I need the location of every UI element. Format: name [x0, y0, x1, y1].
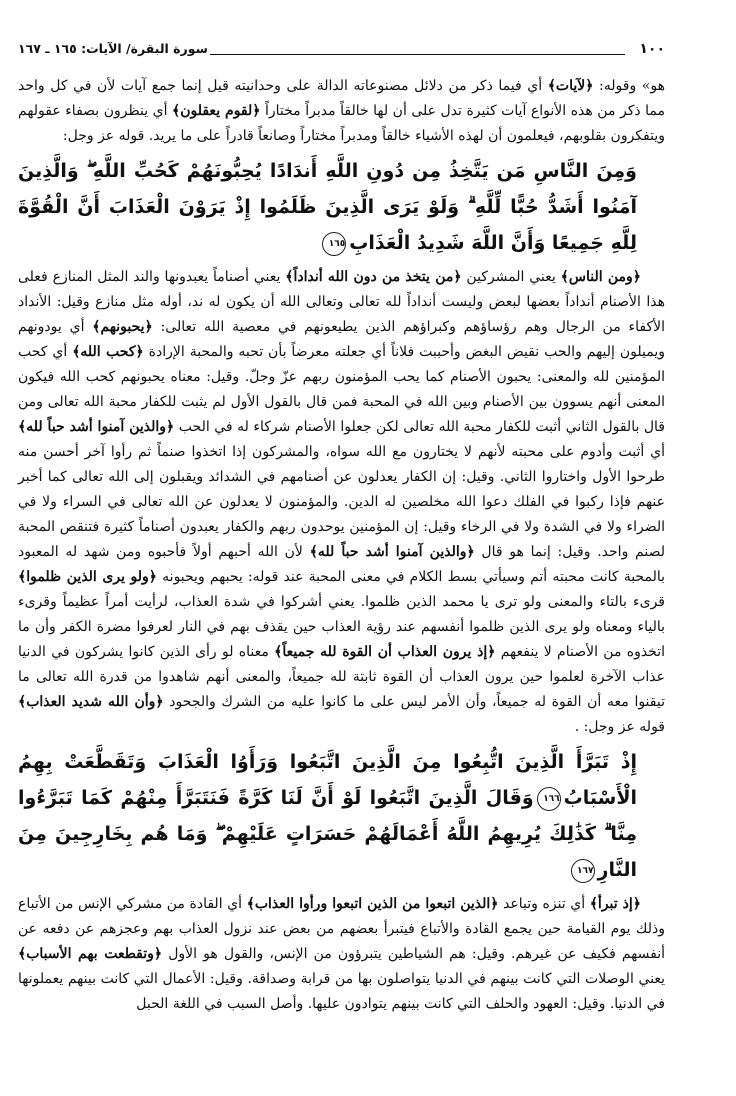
text: قرىء بالتاء والمعنى ولو ترى يا محمد الذين ظلموا. يعني أشركوا في شدة العذاب، لرأيت أمراً عظيماً وقرىء بالياء ومعناه ولو يرى الذين ظلموا أنفسهم عند رؤية العذاب حين يقذف بهم في النار لعرفوا مضرة الكفر وأن ما اتخذوه من الأصنام لا ينفعهم [18, 594, 666, 660]
running-title: سورة البقرة/ الآيات: ١٦٥ ـ ١٦٧ [18, 41, 208, 56]
text: أي كحب المؤمنين لله والمعنى: يحبون الأصنام كما يحب المؤمنون ربهم عزّ وجلّ. وقيل: معناه يحبونهم كحب الله فيكون المعنى أنهم يسوون بين الأصنام وبين الله في المحبة فمن قال بالقول الأول لم يثبت للكفار محبة الله تعالى ومن قال بالقول الثاني أثبت للكفار محبة الله تعالى لكن جعلوا الأصنام شركاء له في الحب [18, 344, 666, 435]
quoted-phrase: ﴿من يتخذ من دون الله أنداداً﴾ [285, 269, 462, 285]
text: يعني المشركين [461, 269, 561, 285]
quoted-phrase: ﴿إذ يرون العذاب أن القوة لله جميعاً﴾ [274, 644, 496, 660]
quoted-phrase: ﴿لقوم يعقلون﴾ [172, 103, 261, 119]
quoted-phrase: ﴿لآيات﴾ [547, 78, 594, 94]
quoted-phrase: ﴿وأن الله شديد العذاب﴾ [18, 694, 164, 710]
book-page [18, 0, 665, 1096]
quoted-phrase: ﴿ومن الناس﴾ [560, 269, 641, 285]
commentary-paragraph-2 [18, 265, 665, 740]
running-header [18, 38, 665, 58]
text: أي تنزه وتباعد [498, 896, 590, 912]
quoted-phrase: ﴿ولو يرى الذين ظلموا﴾ [18, 569, 158, 585]
quoted-phrase: ﴿الذين اتبعوا من الذين اتبعوا ورأوا العذاب﴾ [246, 896, 499, 912]
text: أي يودونهم ويميلون إليهم والحب نقيض البغض وأحببت فلاناً أي جعلته معرضاً بأن تحبه والمحبة الإرادة [18, 319, 665, 360]
verse-text: إِذْ تَبَرَّأَ الَّذِينَ اتُّبِعُوا مِنَ الَّذِينَ اتَّبَعُوا وَرَأَوُا الْعَذَابَ وَتَقَطَّعَتْ بِهِمُ الْأَسْبَابُ [18, 751, 637, 809]
header-rule [210, 54, 625, 55]
text: أي ينظرون بصفاء عقولهم ويتفكرون بقلوبهم، فيعلمون أن لهذه الأشياء خالقاً ومدبراً مختاراً وصانعاً قادراً على ما يريد. قوله عز وجل: [18, 103, 665, 144]
quran-verses-166-167 [18, 744, 665, 888]
ayah-number-marker: ١٦٦ [537, 787, 561, 811]
ayah-number-marker: ١٦٧ [571, 859, 595, 883]
quoted-phrase: ﴿والذين آمنوا أشد حباً لله﴾ [309, 544, 475, 560]
verse-text: وَقَالَ الَّذِينَ اتَّبَعُوا لَوْ أَنَّ لَنَا كَرَّةً فَنَتَبَرَّأَ مِنْهُمْ كَمَا تَبَرَّءُوا مِنَّا ۗ كَذَٰلِكَ يُرِيهِمُ اللَّهُ أَعْمَالَهُمْ حَسَرَاتٍ عَلَيْهِمْ ۖ وَمَا هُم بِخَارِجِينَ مِنَ النَّارِ [18, 787, 637, 881]
commentary-paragraph-3 [18, 892, 665, 1017]
ayah-number-marker: ١٦٥ [322, 232, 346, 256]
page-number: ١٠٠ [639, 41, 665, 57]
text: أي فيما ذكر من دلائل مصنوعاته الدالة على وحدانيته قيل إنما جمع آيات لأن في كل واحد مما ذكر من هذه الأنواع آيات كثيرة تدل على أن لها خالقاً مدبراً مختاراً [18, 78, 665, 119]
commentary-paragraph-1 [18, 74, 665, 149]
text: لأن الله أحبهم أولاً فأحبوه ومن شهد له المعبود بالمحبة كانت محبته أتم وسيأتي بسط الكلام في معنى المحبة عند قوله: يحبهم ويحبونه [18, 544, 665, 585]
text: يعني أصناماً يعبدونها والند المثل المنازع فعلى هذا الأصنام أنداداً بعضها لبعض وليست أنداداً لله تعالى وتعالى الله أن يكون له ند، أوله مثل منازع وقيل: الأنداد الأكفاء من الرجال وهم رؤساؤهم وكبراؤهم الذين يطيعونهم في معصية الله تعالى: [18, 269, 665, 335]
text: معناه لو رأى الذين كانوا يشركون في الدنيا عذاب الآخرة لعلموا حين يرون العذاب أن القوة ثابتة لله جميعاً، والمعنى أنهم شاهدوا من قدرة الله تعالى ما تيقنوا معه أن القوة له جميعاً، وأن الأمر ليس على ما كانوا عليه من الشرك والجحود [18, 644, 665, 710]
quoted-phrase: ﴿إذ تبرأ﴾ [589, 896, 641, 912]
quran-verse-165 [18, 153, 665, 261]
quoted-phrase: ﴿كحب الله﴾ [72, 344, 144, 360]
page-body [18, 74, 665, 1017]
quoted-phrase: ﴿يحبونهم﴾ [92, 319, 153, 335]
text: هو» وقوله: [593, 78, 665, 94]
quoted-phrase: ﴿وتقطعت بهم الأسباب﴾ [18, 946, 163, 962]
text: يعني الوصلات التي كانت بينهم في الدنيا يتواصلون بها من قرابة وصداقة. وقيل: الأعمال التي كانت بينهم يعملونها في الدنيا. وقيل: العهود والحلف التي كانت بينهم يتوادون عليها. وأصل السبب في اللغة الحبل [18, 971, 665, 1012]
text: أي القادة من مشركي الإنس من الأتباع وذلك يوم القيامة حين يجمع القادة والأتباع فيتبرأ بعضهم من بعض عند نزول العذاب بهم وعجزهم عن دفعه عن أنفسهم فكيف عن غيرهم. وقيل: هم الشياطين يتبرؤون من الإنس، والقول هو الأول [18, 896, 665, 962]
text: قوله عز وجل: . [574, 719, 665, 735]
text: أي أثبت وأدوم على محبته لأنهم لا يختارون مع الله سواه، والمشركون إذا اتخذوا صنماً ثم رأوا آخر أحسن منه طرحوا الأول واختاروا الثاني. وقيل: إن الكفار يعدلون عن أصنامهم في الشدائد ويقبلون إلى الله تعالى كما أخبر عنهم فإذا ركبوا في الفلك دعوا الله مخلصين له الدين. والمؤمنون لا يعدلون عن الله تعالى في السراء ولا في الضراء ولا في الشدة ولا في الرخاء وقيل: إن المؤمنين يوحدون ربهم والكفار يعبدون أصناماً كثيرة فتنقص المحبة لصنم واحد. وقيل: إنما هو قال [18, 444, 666, 560]
verse-text: وَمِنَ النَّاسِ مَن يَتَّخِذُ مِن دُونِ اللَّهِ أَندَادًا يُحِبُّونَهُمْ كَحُبِّ اللَّهِ ۖ وَالَّذِينَ آمَنُوا أَشَدُّ حُبًّا لِّلَّهِ ۗ وَلَوْ يَرَى الَّذِينَ ظَلَمُوا إِذْ يَرَوْنَ الْعَذَابَ أَنَّ الْقُوَّةَ لِلَّهِ جَمِيعًا وَأَنَّ اللَّهَ شَدِيدُ الْعَذَابِ [18, 160, 637, 254]
quoted-phrase: ﴿والذين آمنوا أشد حباً لله﴾ [18, 419, 175, 435]
